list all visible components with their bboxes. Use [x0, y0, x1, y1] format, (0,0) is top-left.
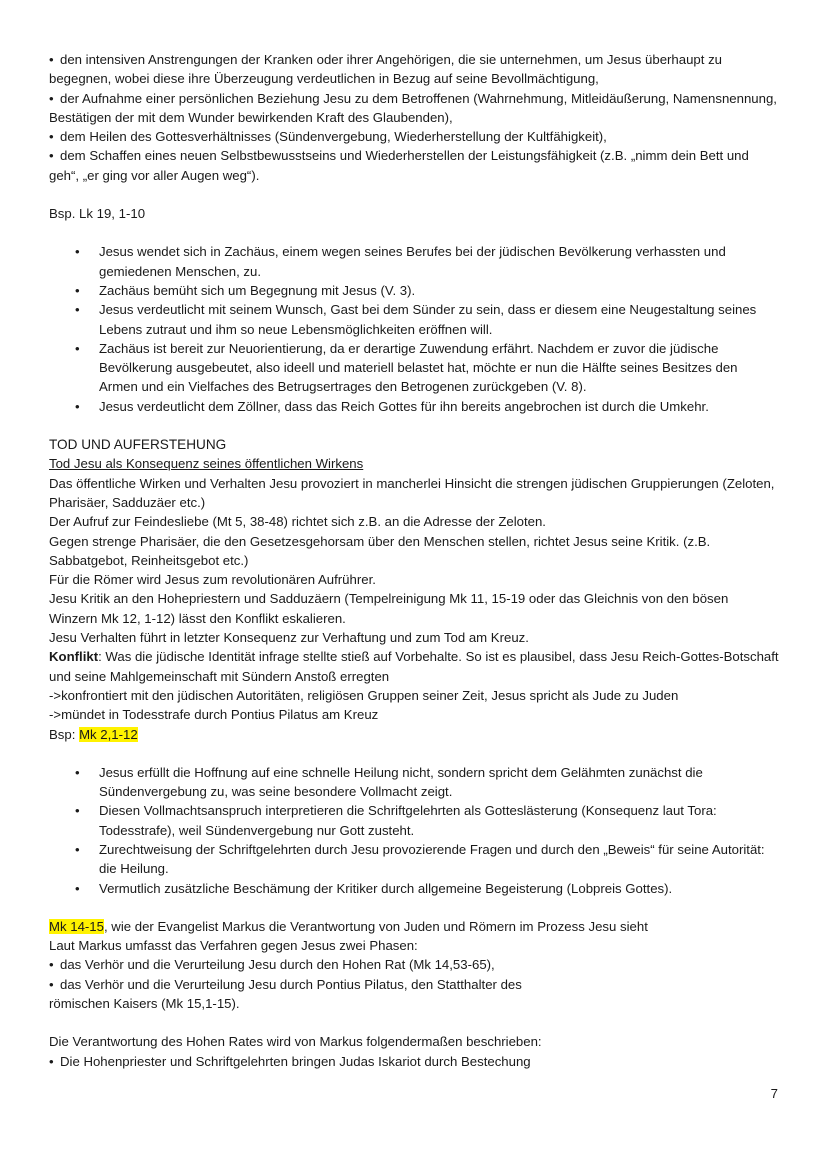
example-label: Bsp. Lk 19, 1-10 [49, 206, 146, 222]
list-item: • Jesus verdeutlicht mit seinem Wunsch, Gast bei dem Sünder zu sein, dass er diesem eine Neugestaltung seines Lebens zutraut und ihm so neue Lebensmöglichkeiten eröffnen will. [49, 300, 779, 339]
page-number: 7 [770, 1086, 778, 1101]
list-item: • dem Schaffen eines neuen Selbstbewusstseins und Wiederherstellen der Leistungsfähigkeit (z.B. „nimm dein Bett und geh“, „er ging vor aller Augen weg“). [49, 148, 749, 183]
conflict-label: Konflikt [49, 649, 99, 665]
list-item: • Zurechtweisung der Schriftgelehrten durch Jesu provozierende Fragen und durch den „Beweis“ für seine Autorität: die Heilung. [49, 840, 779, 879]
list-item: • das Verhör und die Verurteilung Jesu durch Pontius Pilatus, den Statthalter des römischen Kaisers (Mk 15,1-15). [49, 976, 522, 1012]
arrow-line: ->mündet in Todesstrafe durch Pontius Pilatus am Kreuz [49, 707, 379, 723]
list-item: • Zachäus bemüht sich um Begegnung mit Jesus (V. 3). [49, 281, 779, 300]
example1-list [49, 242, 779, 416]
paragraph-line: Jesu Kritik an den Hohepriestern und Sadduzäern (Tempelreinigung Mk 11, 15-19 oder das Gleichnis von den bösen Winzern Mk 12, 1-12) lässt den Konflikt eskalieren. [49, 591, 729, 626]
list-item: • Die Hohenpriester und Schriftgelehrten bringen Judas Iskariot durch Bestechung [49, 1053, 531, 1069]
paragraph-line: Die Verantwortung des Hohen Rates wird von Markus folgendermaßen beschrieben: [49, 1034, 542, 1050]
example-line: Bsp: Mk 2,1-12 [49, 726, 138, 742]
list-item: • Vermutlich zusätzliche Beschämung der Kritiker durch allgemeine Begeisterung (Lobpreis Gottes). [49, 879, 779, 898]
conflict-paragraph: Konflikt: Was die jüdische Identität infrage stellte stieß auf Vorbehalte. So ist es plausibel, dass Jesu Reich-Gottes-Botschaft und seine Mahlgemeinschaft mit Sündern Anstoß erregten [49, 649, 779, 684]
list-item: • Jesus verdeutlicht dem Zöllner, dass das Reich Gottes für ihn bereits angebrochen ist durch die Umkehr. [49, 397, 779, 416]
section-heading: TOD UND AUFERSTEHUNG [49, 437, 227, 453]
highlighted-reference: Mk 14-15 [49, 918, 104, 934]
list-item: • den intensiven Anstrengungen der Kranken oder ihrer Angehörigen, die sie unternehmen, um Jesus überhaupt zu begegnen, wobei diese ihre Überzeugung verdeutlichen in Bezug auf seine Bevollmächtigung, [49, 52, 723, 87]
list-item: • Diesen Vollmachtsanspruch interpretieren die Schriftgelehrten als Gotteslästerung (Konsequenz laut Tora: Todesstrafe), weil Sündenvergebung nur Gott zusteht. [49, 801, 779, 840]
list-item: • der Aufnahme einer persönlichen Beziehung Jesu zu dem Betroffenen (Wahrnehmung, Mitleidäußerung, Namensnennung, Bestätigen der mit dem Wunder bewirkenden Kraft des Glaubenden), [49, 90, 777, 125]
list-item: • dem Heilen des Gottesverhältnisses (Sündenvergebung, Wiederherstellung der Kultfähigkeit), [49, 129, 607, 145]
intro-list [49, 50, 779, 185]
paragraph-line: Für die Römer wird Jesus zum revolutionären Aufrührer. [49, 572, 376, 588]
list-item: • das Verhör und die Verurteilung Jesu durch den Hohen Rat (Mk 14,53-65), [49, 957, 495, 973]
paragraph-line: Gegen strenge Pharisäer, die den Gesetzesgehorsam über den Menschen stellen, richtet Jesus seine Kritik. (z.B. Sabbatgebot, Reinheitsgebot etc.) [49, 533, 711, 568]
paragraph-line: Das öffentliche Wirken und Verhalten Jesu provoziert in mancherlei Hinsicht die strengen jüdischen Gruppierungen (Zeloten, Pharisäer, Sadduzäer etc.) [49, 475, 775, 510]
paragraph-line: Laut Markus umfasst das Verfahren gegen Jesus zwei Phasen: [49, 938, 418, 954]
paragraph-line: Der Aufruf zur Feindesliebe (Mt 5, 38-48) richtet sich z.B. an die Adresse der Zeloten. [49, 514, 546, 530]
list-item: • Jesus erfüllt die Hoffnung auf eine schnelle Heilung nicht, sondern spricht dem Gelähmten zunächst die Sündenvergebung zu, was seine besondere Vollmacht zeigt. [49, 763, 779, 802]
paragraph-line: Jesu Verhalten führt in letzter Konsequenz zur Verhaftung und zum Tod am Kreuz. [49, 630, 529, 646]
mk-title-line: Mk 14-15, wie der Evangelist Markus die Verantwortung von Juden und Römern im Prozess Jesu sieht [49, 918, 648, 934]
highlighted-reference: Mk 2,1-12 [79, 726, 138, 742]
list-item: • Jesus wendet sich in Zachäus, einem wegen seines Berufes bei der jüdischen Bevölkerung verhassten und gemiedenen Menschen, zu. [49, 242, 779, 281]
list-item: • Zachäus ist bereit zur Neuorientierung, da er derartige Zuwendung erfährt. Nachdem er zuvor die jüdische Bevölkerung ausgebeutet, also ideell und materiell belastet hat, möchte er nun die Hälfte seines Besitzes den Armen und ein Vielfaches des Betrugsertrages den Betrogenen zurückgeben (V. 8). [49, 339, 779, 397]
page-content [49, 50, 779, 1071]
section-subheading: Tod Jesu als Konsequenz seines öffentlichen Wirkens [49, 456, 364, 472]
example2-list [49, 763, 779, 898]
arrow-line: ->konfrontiert mit den jüdischen Autoritäten, religiösen Gruppen seiner Zeit, Jesus spricht als Jude zu Juden [49, 687, 679, 703]
